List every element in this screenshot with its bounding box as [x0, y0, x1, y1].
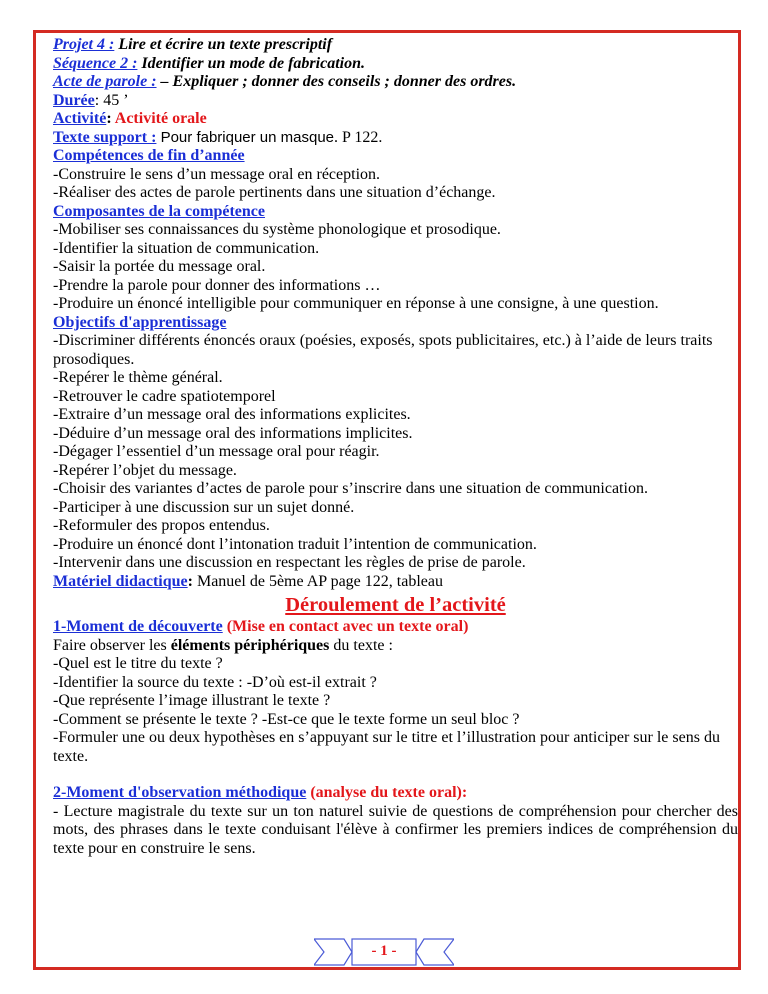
activite-label: Activité — [53, 110, 107, 127]
materiel-line — [53, 573, 738, 592]
objectifs-item: -Choisir des variantes d’actes de parole pour s’inscrire dans une situation de communication. — [53, 480, 648, 497]
lesson-sheet — [53, 36, 738, 858]
projet-line — [53, 36, 738, 55]
acte-value: – Expliquer ; donner des conseils ; donner des ordres. — [156, 73, 517, 90]
activite-value: Activité orale — [114, 110, 207, 127]
composantes-item: -Prendre la parole pour donner des informations … — [53, 276, 381, 294]
objectifs-item: -Repérer le thème général. — [53, 369, 223, 386]
moment1-item: -Quel est le titre du texte ? — [53, 655, 223, 672]
competences-item: -Construire le sens d’un message oral en réception. — [53, 165, 381, 183]
page-number: - 1 - — [371, 943, 397, 959]
moment1-intro-start: Faire observer les — [53, 636, 171, 654]
composantes-item: -Produire un énoncé intelligible pour communiquer en réponse à une consigne, à une question. — [53, 295, 659, 312]
materiel-colon: : — [187, 572, 193, 590]
composantes-item: -Mobiliser ses connaissances du système phonologique et prosodique. — [53, 221, 501, 238]
objectifs-item: -Intervenir dans une discussion en respectant les règles de prise de parole. — [53, 554, 526, 571]
objectifs-heading: Objectifs d'apprentissage — [53, 313, 227, 331]
materiel-value: Manuel de 5ème AP page 122, tableau — [192, 572, 443, 590]
objectifs-item: -Extraire d’un message oral des informations explicites. — [53, 406, 411, 423]
composantes-item: -Saisir la portée du message oral. — [53, 258, 266, 275]
composantes-item: -Identifier la situation de communication. — [53, 239, 320, 257]
objectifs-item: -Participer à une discussion sur un sujet donné. — [53, 498, 355, 516]
objectifs-item: -Déduire d’un message oral des informations implicites. — [53, 424, 413, 442]
objectifs-item: -Dégager l’essentiel d’un message oral pour réagir. — [53, 443, 380, 460]
objectifs-item: -Discriminer différents énoncés oraux (poésies, exposés, spots publicitaires, etc.) à l’aide de leurs traits prosodiques. — [53, 332, 713, 368]
support-value: Pour fabriquer un masque — [156, 128, 335, 146]
acte-label: Acte de parole : — [53, 73, 157, 90]
sequence-value: Identifier un mode de fabrication. — [137, 54, 365, 72]
moment2-body: - Lecture magistrale du texte sur un ton naturel suivie de questions de compréhension pour chercher des mots, des phrases dans le texte conduisant l'élève à confirmer les premiers indices de compréhension du texte pour en construire le sens. — [53, 802, 738, 857]
objectifs-item: -Repérer l’objet du message. — [53, 461, 237, 479]
support-page: . P 122. — [334, 128, 383, 146]
activite-line — [53, 110, 738, 129]
duree-line — [53, 92, 738, 111]
support-line — [53, 129, 738, 148]
objectifs-item: -Retrouver le cadre spatiotemporel — [53, 387, 276, 405]
acte-line — [53, 73, 738, 92]
projet-value: Lire et écrire un texte prescriptif — [114, 36, 333, 53]
moment1-heading-line — [53, 618, 738, 637]
objectifs-item: -Produire un énoncé dont l’intonation traduit l’intention de communication. — [53, 535, 537, 553]
moment2-heading-line — [53, 784, 738, 803]
moment1-item: -Formuler une ou deux hypothèses en s’appuyant sur le titre et l’illustration pour anticiper sur le sens du texte. — [53, 729, 720, 765]
moment1-item: -Comment se présente le texte ? -Est-ce que le texte forme un seul bloc ? — [53, 710, 520, 728]
activite-colon: : — [106, 110, 115, 127]
projet-label: Projet 4 : — [53, 36, 115, 53]
moment2-subtitle: analyse du texte oral — [315, 784, 457, 801]
competences-heading: Compétences de fin d’année — [53, 147, 245, 164]
moment1-item: -Que représente l’image illustrant le texte ? — [53, 692, 331, 709]
moment1-intro-end: du texte : — [329, 636, 393, 654]
composantes-heading: Composantes de la compétence — [53, 202, 265, 220]
moment2-paren-open: ( — [306, 784, 316, 801]
moment1-item: -Identifier la source du texte : -D’où est-il extrait ? — [53, 673, 377, 691]
moment1-paren-open: ( — [222, 618, 233, 635]
duree-label: Durée — [53, 91, 95, 109]
sequence-line — [53, 55, 738, 74]
duree-value: : 45 ’ — [94, 91, 129, 109]
objectifs-item: -Reformuler des propos entendus. — [53, 517, 270, 534]
moment1-intro — [53, 637, 738, 656]
support-label: Texte support : — [53, 128, 157, 146]
moment2-paren-close: ): — [456, 784, 468, 801]
materiel-label: Matériel didactique — [53, 572, 188, 590]
moment1-subtitle: Mise en contact avec un texte oral — [232, 618, 464, 635]
moment1-heading: 1-Moment de découverte — [53, 618, 223, 635]
moment1-paren-close: ) — [463, 618, 469, 635]
competences-item: -Réaliser des actes de parole pertinents dans une situation d’échange. — [53, 184, 496, 201]
page-number-ribbon — [314, 937, 454, 967]
deroulement-title: Déroulement de l’activité — [285, 594, 506, 616]
moment1-intro-bold: éléments périphériques — [170, 636, 330, 654]
sequence-label: Séquence 2 : — [53, 54, 138, 72]
moment2-heading: 2-Moment d'observation méthodique — [53, 784, 307, 801]
